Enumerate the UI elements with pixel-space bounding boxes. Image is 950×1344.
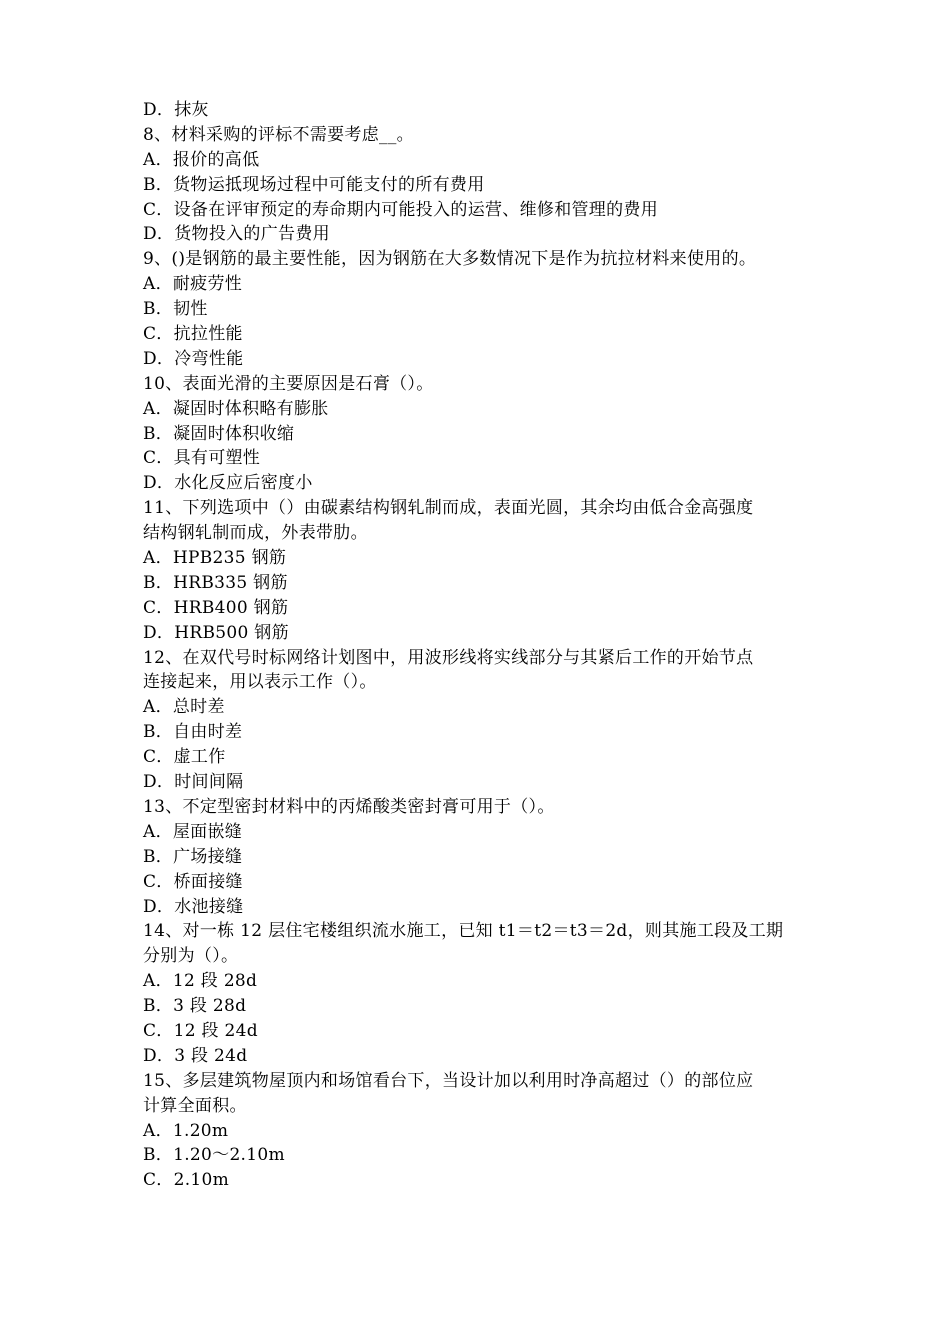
- option-line: A．报价的高低: [143, 149, 260, 170]
- option-line: B．凝固时体积收缩: [143, 423, 295, 444]
- option-line: D．货物投入的广告费用: [143, 224, 330, 245]
- option-line: A．HPB235 钢筋: [143, 548, 287, 569]
- option-line: B．韧性: [143, 299, 208, 320]
- option-line: B．1.20～2.10m: [143, 1145, 285, 1166]
- question-10: 10、表面光滑的主要原因是石膏（）。: [143, 373, 434, 394]
- option-line: C．抗拉性能: [143, 324, 243, 345]
- option-line: B．广场接缝: [143, 846, 243, 867]
- option-line: B．货物运抵现场过程中可能支付的所有费用: [143, 174, 485, 195]
- question-11-continued: 结构钢轧制而成，外表带肋。: [143, 523, 368, 544]
- option-line: D．时间间隔: [143, 772, 244, 793]
- question-12-continued: 连接起来，用以表示工作（）。: [143, 672, 377, 693]
- option-line: C．桥面接缝: [143, 871, 243, 892]
- option-line: A．总时差: [143, 697, 225, 718]
- option-line: C．HRB400 钢筋: [143, 597, 289, 618]
- option-line: C．具有可塑性: [143, 448, 261, 469]
- question-11: 11、下列选项中（）由碳素结构钢轧制而成，表面光圆，其余均由低合金高强度: [143, 498, 754, 519]
- option-line: D．HRB500 钢筋: [143, 622, 289, 643]
- option-line: B．自由时差: [143, 722, 243, 743]
- option-line: D．水化反应后密度小: [143, 473, 313, 494]
- option-line: A．1.20m: [143, 1120, 229, 1141]
- option-line: A．耐疲劳性: [143, 274, 243, 295]
- question-9: 9、()是钢筋的最主要性能，因为钢筋在大多数情况下是作为抗拉材料来使用的。: [143, 249, 757, 270]
- option-line: A．12 段 28d: [143, 971, 258, 992]
- option-line: C．设备在评审预定的寿命期内可能投入的运营、维修和管理的费用: [143, 199, 659, 220]
- option-line: C．2.10m: [143, 1170, 230, 1191]
- question-13: 13、不定型密封材料中的丙烯酸类密封膏可用于（）。: [143, 796, 555, 817]
- question-8: 8、材料采购的评标不需要考虑__。: [143, 124, 414, 145]
- question-14-continued: 分别为（）。: [143, 946, 239, 967]
- option-line: D．水池接缝: [143, 896, 244, 917]
- option-line: C．12 段 24d: [143, 1020, 258, 1041]
- option-line: B．HRB335 钢筋: [143, 572, 288, 593]
- document-page: [143, 98, 823, 1193]
- option-line: D．3 段 24d: [143, 1045, 248, 1066]
- question-15-continued: 计算全面积。: [143, 1095, 247, 1116]
- text-line: D．抹灰: [143, 100, 209, 120]
- option-line: B．3 段 28d: [143, 996, 247, 1017]
- question-15: 15、多层建筑物屋顶内和场馆看台下，当设计加以利用时净高超过（）的部位应: [143, 1070, 754, 1091]
- option-line: A．凝固时体积略有膨胀: [143, 398, 329, 419]
- option-line: C．虚工作: [143, 747, 226, 768]
- question-14: 14、对一栋 12 层住宅楼组织流水施工，已知 t1＝t2＝t3＝2d，则其施工段及工期: [143, 921, 784, 942]
- option-line: A．屋面嵌缝: [143, 821, 243, 842]
- option-line: D．冷弯性能: [143, 348, 244, 369]
- question-12: 12、在双代号时标网络计划图中，用波形线将实线部分与其紧后工作的开始节点: [143, 647, 754, 668]
